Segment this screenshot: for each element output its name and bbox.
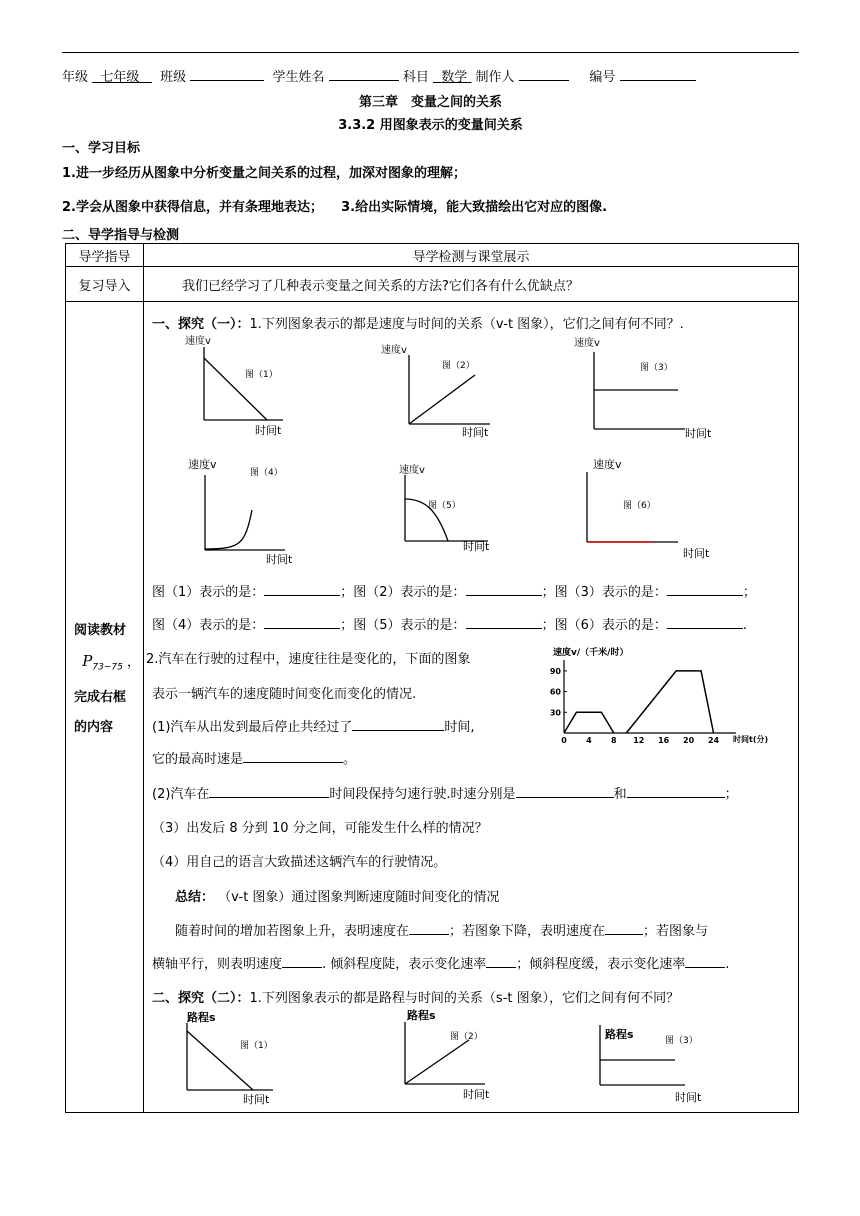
left-note-1: 阅读教材 [74, 623, 127, 639]
vt-1-label: 图（1） [245, 370, 278, 380]
st-3-ylabel: 路程s [605, 1028, 634, 1041]
vt-question-row-1: 图（1）表示的是： ；图（2）表示的是： ；图（3）表示的是： ； [152, 585, 756, 600]
vt-graph-3 [574, 336, 712, 440]
vt-graph-2 [381, 343, 490, 439]
class-blank [190, 68, 264, 81]
top-rule [62, 52, 799, 53]
vt-2-ylabel: 速度v [381, 345, 407, 356]
left-note-page: $P_{73-75}$ ， [82, 652, 140, 673]
car-chart-y-tick-label: 60 [549, 687, 561, 697]
student-blank [329, 68, 399, 81]
number-blank [620, 68, 696, 81]
grade-value: 七年级 [100, 70, 140, 85]
car-q4: （4）用自己的语言大致描述这辆汽车的行驶情况。 [152, 855, 447, 870]
vt-graph-5 [399, 463, 490, 553]
review-text: 我们已经学习了几种表示变量之间关系的方法?它们各有什么优缺点？ [144, 267, 799, 302]
vt-6-ylabel: 速度v [593, 458, 622, 471]
st-graph-3 [600, 1025, 702, 1104]
car-q2: (2)汽车在 时间段保持匀速行驶.时速分别是 和 ； [152, 787, 738, 802]
st-graph-1 [187, 1010, 273, 1106]
vt-1-xlabel: 时间t [255, 424, 282, 437]
sec2-heading: 二、导学指导与检测 [62, 228, 180, 243]
car-speed-chart [548, 640, 798, 750]
st-3-label: 图（3） [665, 1036, 698, 1046]
section-title: 3.3.2 用图象表示的变量间关系 [338, 118, 523, 133]
vt-graphs [145, 330, 795, 565]
st-3-xlabel: 时间t [675, 1091, 702, 1104]
st-2-xlabel: 时间t [463, 1088, 490, 1101]
number-label: 编号 [589, 70, 616, 85]
vt-4-ylabel: 速度v [188, 458, 217, 471]
st-2-label: 图（2） [450, 1032, 483, 1042]
vt-question-row-2: 图（4）表示的是： ；图（5）表示的是： ；图（6）表示的是： . [152, 618, 747, 633]
st-graphs [145, 1005, 795, 1110]
goal-2: 2.学会从图象中获得信息，并有条理地表达； [62, 200, 323, 215]
st-2-ylabel: 路程s [407, 1009, 436, 1022]
vt-4-xlabel: 时间t [266, 553, 293, 565]
vt-1-ylabel: 速度v [185, 336, 211, 347]
chapter-title: 第三章 变量之间的关系 [358, 95, 502, 110]
car-chart-x-tick-label: 8 [611, 736, 617, 745]
car-q1-line1: (1)汽车从出发到最后停止共经过了 时间, [152, 720, 475, 735]
goal-1: 1.进一步经历从图象中分析变量之间关系的过程，加深对图象的理解； [62, 166, 466, 181]
vt-2-label: 图（2） [442, 361, 475, 371]
car-intro-2: 表示一辆汽车的速度随时间变化而变化的情况. [152, 687, 417, 702]
left-note-2: 完成右框 [74, 689, 127, 705]
vt-6-label: 图（6） [623, 501, 656, 511]
explore2-title: 二、探究（二）：1.下列图象表示的都是路程与时间的关系（s-t 图象），它们之间有何不同？ [152, 991, 680, 1006]
student-label: 学生姓名 [272, 70, 325, 85]
class-label: 班级 [160, 70, 187, 85]
subject-value: 数学 [441, 70, 468, 85]
car-chart-series-1 [564, 712, 614, 733]
summary-title: 总结： （v-t 图象）通过图象判断速度随时间变化的情况 [175, 890, 500, 905]
maker-blank [519, 68, 569, 81]
vt-3-xlabel: 时间t [685, 427, 712, 440]
vt-3-label: 图（3） [640, 363, 673, 373]
sec1-heading: 一、学习目标 [62, 141, 141, 156]
summary-line-1: 随着时间的增加若图象上升，表明速度在 ；若图象下降，表明速度在 ；若图象与 [175, 924, 709, 939]
left-note-3: 的内容 [74, 719, 114, 735]
car-chart-x-tick-label: 24 [707, 736, 720, 745]
header-fields [62, 66, 802, 85]
car-chart-x-tick-label: 16 [658, 736, 670, 745]
car-chart-x-tick-label: 4 [586, 736, 592, 745]
left-note-cell [66, 302, 144, 1113]
vt-3-ylabel: 速度v [574, 338, 600, 349]
vt-6-xlabel: 时间t [683, 547, 710, 560]
vt-4-label: 图（4） [250, 468, 283, 478]
review-label: 复习导入 [66, 267, 144, 302]
maker-label: 制作人 [475, 70, 515, 85]
vt-graph-1 [185, 334, 283, 437]
summary-line-2: 横轴平行，则表明速度 . 倾斜程度陡，表示变化速率 ；倾斜程度缓，表示变化速率 . [152, 957, 730, 972]
goal-3: 3.给出实际情境，能大致描绘出它对应的图像. [341, 200, 608, 215]
vt-graph-4 [188, 457, 293, 565]
vt-graph-6 [587, 457, 710, 560]
car-chart-x-tick-label: 12 [633, 736, 645, 745]
vt-5-xlabel: 时间t [463, 540, 490, 553]
car-chart-y-tick-label: 30 [549, 708, 561, 718]
car-chart-ylabel: 速度v/（千米/时） [553, 648, 629, 658]
car-chart-series-2 [626, 671, 713, 733]
subject-label: 科目 [402, 70, 429, 85]
vt-2-xlabel: 时间t [462, 426, 489, 439]
vt-5-ylabel: 速度v [399, 465, 425, 476]
vt-5-label: 图（5） [428, 501, 461, 511]
car-intro-1: 2.汽车在行驶的过程中，速度往往是变化的，下面的图象 [146, 652, 471, 667]
explore1-title: 一、探究（一）：1.下列图象表示的都是速度与时间的关系（v-t 图象），它们之间有何不同？. [152, 317, 684, 332]
car-q3: （3）出发后 8 分到 10 分之间，可能发生什么样的情况？ [152, 821, 488, 836]
st-1-ylabel: 路程s [187, 1011, 216, 1024]
car-q1-line2: 它的最高时速是 。 [152, 752, 357, 767]
goal-2-3 [62, 196, 607, 215]
car-chart-y-tick-label: 90 [549, 666, 561, 676]
grade-label: 年级 [62, 70, 89, 85]
st-graph-2 [405, 1008, 490, 1101]
st-1-xlabel: 时间t [243, 1093, 270, 1106]
col-header-check: 导学检测与课堂展示 [144, 244, 799, 267]
car-chart-x-tick-label: 20 [683, 736, 695, 745]
car-chart-x-tick-label: 0 [561, 736, 567, 745]
st-1-label: 图（1） [240, 1041, 273, 1051]
car-chart-xlabel: 时间t(分) [733, 735, 769, 744]
col-header-guide: 导学指导 [66, 244, 144, 267]
